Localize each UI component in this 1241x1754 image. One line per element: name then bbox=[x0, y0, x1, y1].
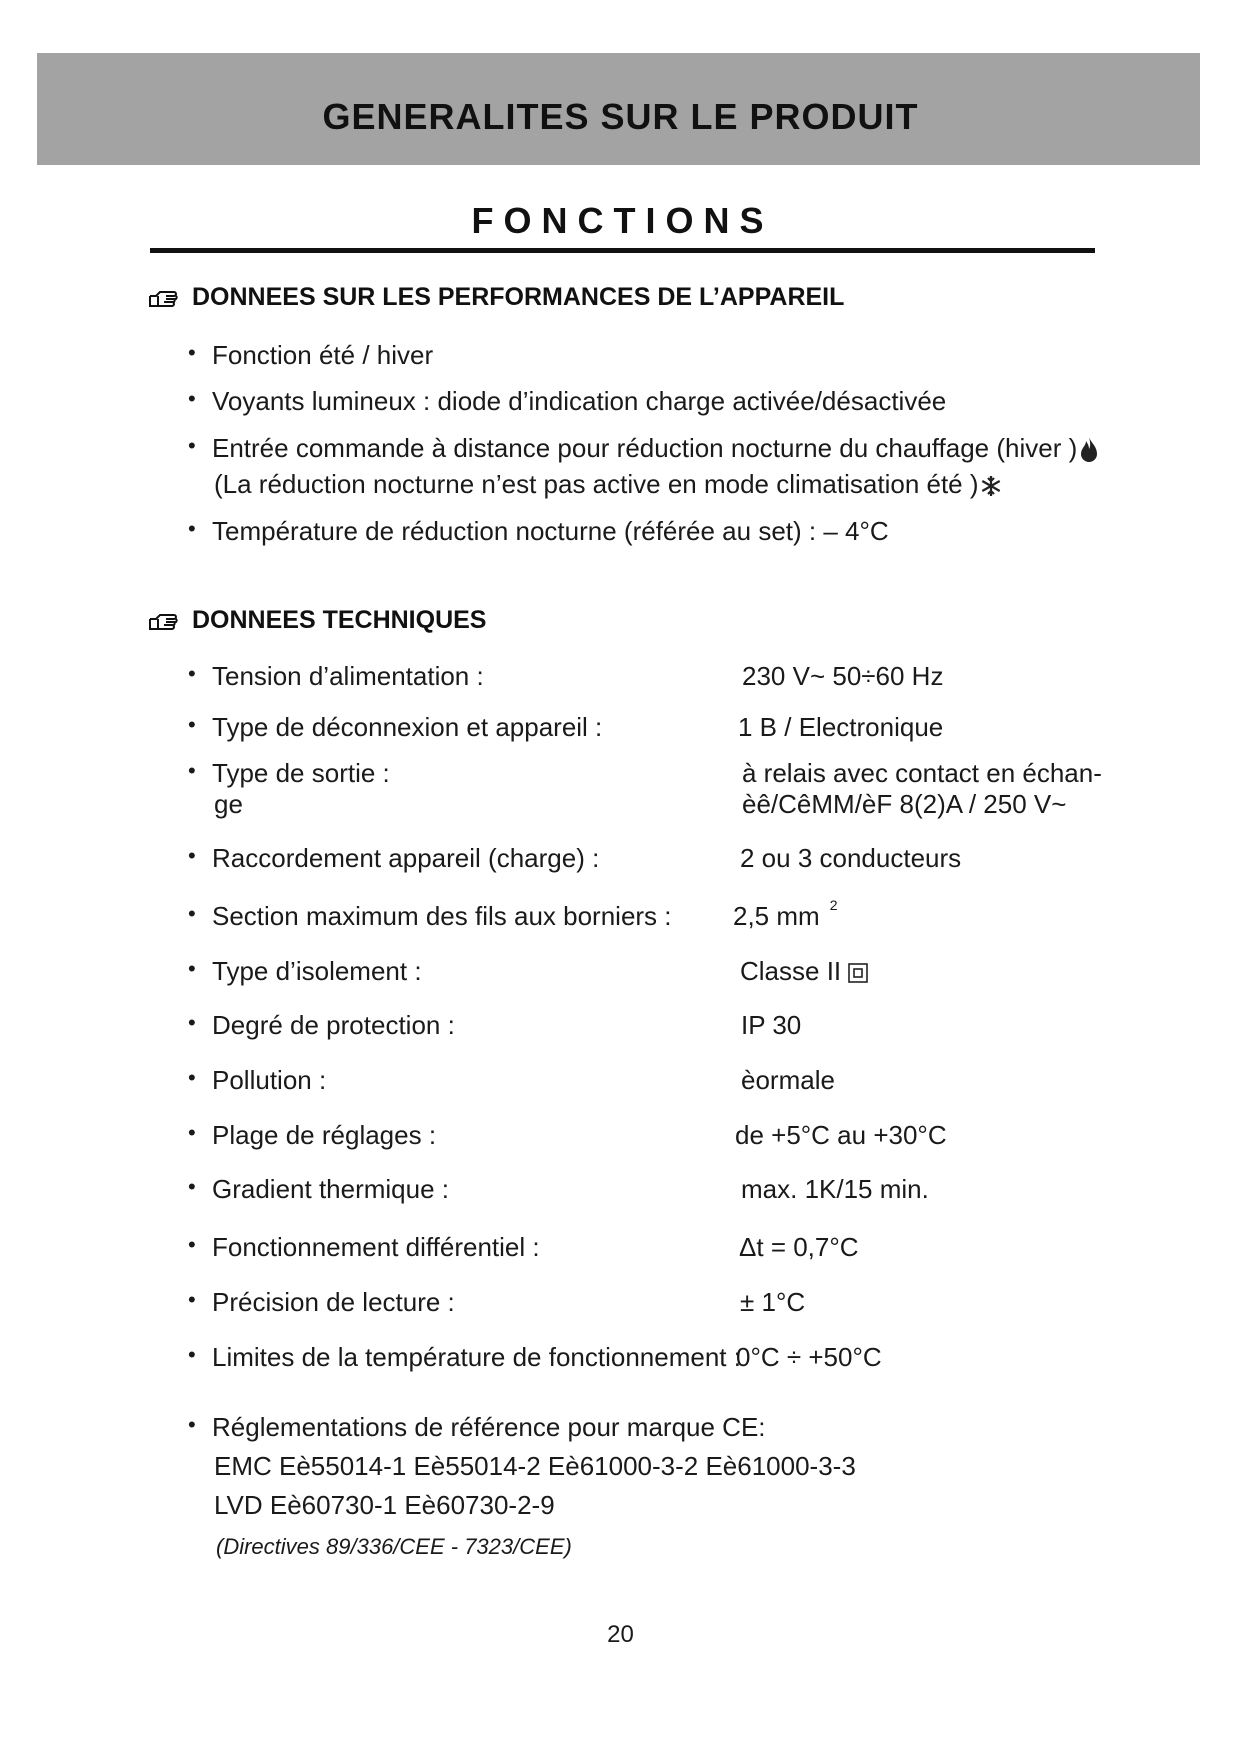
spec-value: 230 V~ 50÷60 Hz bbox=[742, 661, 944, 691]
bullet: • bbox=[188, 516, 196, 541]
bullet: • bbox=[188, 661, 196, 686]
bullet: • bbox=[188, 1120, 196, 1145]
bullet: • bbox=[188, 340, 196, 365]
regulations-emc: EMC Eè55014-1 Eè55014-2 Eè61000-3-2 Eè61000-3-3 bbox=[214, 1451, 856, 1481]
bullet: • bbox=[188, 1065, 196, 1090]
header-title: GENERALITES SUR LE PRODUIT bbox=[322, 96, 919, 137]
bullet: • bbox=[188, 1174, 196, 1199]
bullet: • bbox=[188, 1287, 196, 1312]
spec-value: ± 1°C bbox=[740, 1287, 806, 1317]
superscript: 2 bbox=[829, 897, 838, 913]
bullet: • bbox=[188, 1342, 196, 1367]
section-heading-performance-label: DONNEES SUR LES PERFORMANCES DE L’APPAREIL bbox=[192, 283, 845, 311]
spec-value: à relais avec contact en échan- bbox=[742, 758, 1102, 788]
double-insulation-icon bbox=[848, 963, 868, 983]
spec-label-continuation: ge bbox=[214, 789, 243, 819]
spec-value: IP 30 bbox=[741, 1010, 802, 1040]
directives-note: (Directives 89/336/CEE - 7323/CEE) bbox=[216, 1534, 572, 1559]
page-title: FONCTIONS bbox=[471, 200, 774, 241]
bullet: • bbox=[188, 1010, 196, 1035]
list-item-continuation: (La réduction nocturne n’est pas active en mode climatisation été ) bbox=[214, 469, 1003, 500]
spec-value: 2,5 mm $^2$ bbox=[733, 897, 838, 931]
spec-value: èormale bbox=[741, 1065, 835, 1095]
regulations-lvd: LVD Eè60730-1 Eè60730-2-9 bbox=[214, 1490, 555, 1520]
bullet: • bbox=[188, 956, 196, 981]
snowflake-icon bbox=[979, 474, 1003, 498]
spec-value: 1 B / Electronique bbox=[738, 712, 944, 742]
flame-icon bbox=[1077, 436, 1101, 464]
bullet: • bbox=[188, 843, 196, 868]
bullet: • bbox=[188, 1232, 196, 1257]
bullet: • bbox=[188, 386, 196, 411]
bullet: • bbox=[188, 758, 196, 783]
bullet: • bbox=[188, 712, 196, 737]
bullet: • bbox=[188, 433, 196, 458]
page-number: 20 bbox=[607, 1621, 634, 1648]
spec-value: de +5°C au +30°C bbox=[735, 1120, 947, 1150]
bullet: • bbox=[188, 1412, 196, 1437]
pointing-hand-icon bbox=[148, 610, 182, 632]
spec-value-continuation: èê/CêMM/èF 8(2)A / 250 V~ bbox=[742, 789, 1067, 819]
title-divider bbox=[150, 248, 1095, 253]
bullet: • bbox=[188, 901, 196, 926]
pointing-hand-icon bbox=[148, 287, 182, 309]
spec-value: Δt = 0,7°C bbox=[739, 1232, 859, 1262]
spec-value: max. 1K/15 min. bbox=[741, 1174, 929, 1204]
spec-value: 0°C ÷ +50°C bbox=[736, 1342, 882, 1372]
section-heading-performance bbox=[148, 283, 844, 312]
section-heading-technical bbox=[148, 606, 486, 635]
section-heading-technical-label: DONNEES TECHNIQUES bbox=[192, 606, 487, 634]
spec-value: 2 ou 3 conducteurs bbox=[740, 843, 962, 873]
spec-value: Classe II bbox=[740, 956, 868, 987]
